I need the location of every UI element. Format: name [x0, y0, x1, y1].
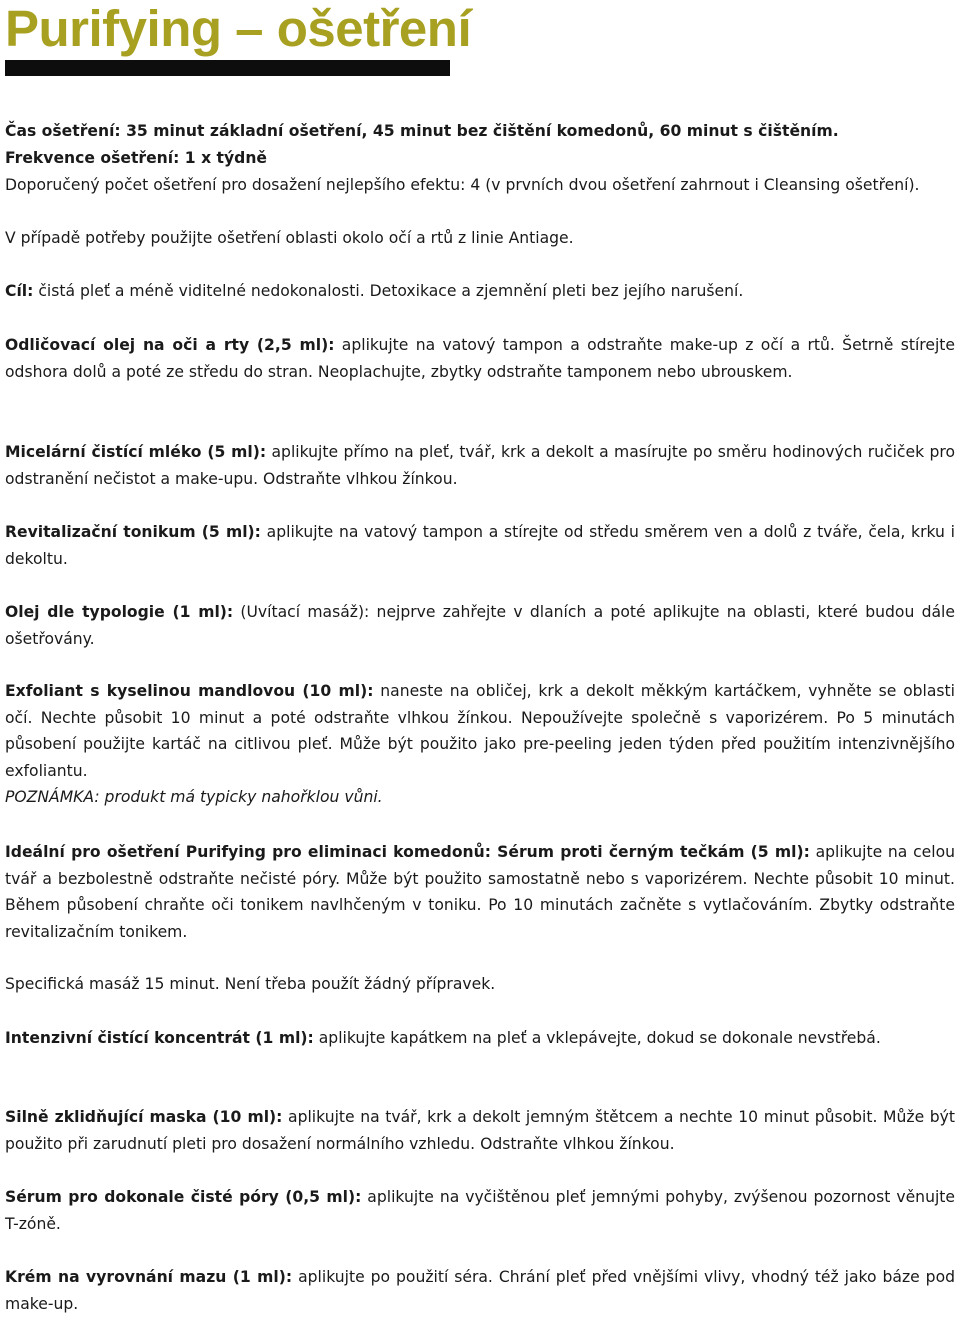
- step-label: Odličovací olej na oči a rty (2,5 ml):: [5, 336, 335, 354]
- treatment-time-text: Čas ošetření: 35 minut základní ošetření, 45 minut bez čištění komedonů, 60 minut s čištěním.: [5, 122, 839, 140]
- step-sebum-cream: [5, 1264, 955, 1317]
- goal-paragraph: [5, 278, 955, 305]
- step-label: Silně zklidňující maska (10 ml):: [5, 1108, 283, 1126]
- step-text: aplikujte přímo na pleť, tvář, krk a dekolt a masírujte po směru hodinových ručiček pro odstranění nečistot a make-upu. Odstraňte vlhkou žínkou.: [5, 443, 955, 488]
- antiage-note: V případě potřeby použijte ošetření oblasti okolo očí a rtů z linie Antiage.: [5, 229, 574, 247]
- recommended-count: Doporučený počet ošetření pro dosažení nejlepšího efektu: 4 (v prvních dvou ošetření zahrnout i Cleansing ošetření).: [5, 176, 920, 194]
- step-typology-oil: [5, 599, 955, 652]
- step-label: Revitalizační tonikum (5 ml):: [5, 523, 261, 541]
- step-text: aplikujte na tvář, krk a dekolt jemným štětcem a nechte 10 minut působit. Může být použito při zarudnutí pleti pro dosažení normálního vzhledu. Odstraňte vlhkou žínkou.: [5, 1108, 956, 1153]
- step-eye-lip-oil: [5, 332, 955, 385]
- step-note: POZNÁMKA: produkt má typicky nahořklou vůni.: [5, 788, 383, 807]
- step-label: Micelární čistící mléko (5 ml):: [5, 443, 267, 461]
- page-title: Purifying – ošetření: [5, 0, 472, 57]
- step-pore-serum: [5, 1184, 955, 1237]
- step-label: Sérum pro dokonale čisté póry (0,5 ml):: [5, 1188, 362, 1206]
- step-label: Exfoliant s kyselinou mandlovou (10 ml):: [5, 682, 374, 700]
- title-underline-bar: [5, 60, 450, 76]
- step-revitalizing-tonic: [5, 519, 955, 572]
- step-intensive-concentrate: [5, 1025, 955, 1052]
- step-soothing-mask: [5, 1104, 955, 1157]
- goal-text: čistá pleť a méně viditelné nedokonalosti. Detoxikace a zjemnění pleti bez jejího narušení.: [33, 282, 744, 300]
- treatment-frequency-text: Frekvence ošetření: 1 x týdně: [5, 149, 268, 167]
- treatment-frequency: [5, 145, 955, 172]
- step-micellar-milk: [5, 439, 955, 492]
- goal-label: Cíl:: [5, 282, 34, 300]
- step-text: aplikujte na vatový tampon a odstraňte make-up z očí a rtů. Šetrně stírejte odshora dolů a poté ze středu do stran. Neoplachujte, zbytky odstraňte tamponem nebo ubrouskem.: [5, 336, 955, 381]
- step-text: aplikujte na celou tvář a bezbolestně odstraňte nečisté póry. Může být použito samostatně nebo s vaporizérem. Nechte působit 10 minut. Během působení chraňte oči tonikem navlhčeným v toniku. Po 10 minutách začněte s vytlačováním. Zbytky odstraňte revitalizačním tonikem.: [5, 843, 955, 941]
- step-specific-massage: Specifická masáž 15 minut. Není třeba použít žádný přípravek.: [5, 975, 496, 993]
- step-blackhead-serum: [5, 839, 955, 945]
- step-label: Ideální pro ošetření Purifying pro eliminaci komedonů: Sérum proti černým tečkám (5 ml):: [5, 843, 810, 861]
- step-label: Olej dle typologie (1 ml):: [5, 603, 234, 621]
- step-label: Krém na vyrovnání mazu (1 ml):: [5, 1268, 293, 1286]
- step-mandelic-exfoliant: [5, 678, 955, 811]
- step-text: aplikujte kapátkem na pleť a vklepávejte, dokud se dokonale nevstřebá.: [313, 1029, 881, 1047]
- treatment-time: [5, 118, 955, 145]
- step-label: Intenzivní čistící koncentrát (1 ml):: [5, 1029, 314, 1047]
- step-text: naneste na obličej, krk a dekolt měkkým kartáčkem, vyhněte se oblasti očí. Nechte působit 10 minut a poté odstraňte vlhkou žínkou. Nepoužívejte společně s vaporizérem. Po 5 minutách působení použijte kartáč na citlivou pleť. Může být použito jako pre-peeling jeden týden před použitím intenzivnějšího exfoliantu.: [5, 682, 955, 780]
- step-text: (Uvítací masáž): nejprve zahřejte v dlaních a poté aplikujte na oblasti, které budou dále ošetřovány.: [5, 603, 955, 648]
- step-text: aplikujte na vatový tampon a stírejte od středu směrem ven a dolů z tváře, čela, krku i dekoltu.: [5, 523, 955, 568]
- step-text: aplikujte po použití séra. Chrání pleť před vnějšími vlivy, vhodný též jako báze pod make-up.: [5, 1268, 956, 1313]
- step-text: aplikujte na vyčištěnou pleť jemnými pohyby, zvýšenou pozornost věnujte T-zóně.: [5, 1188, 955, 1233]
